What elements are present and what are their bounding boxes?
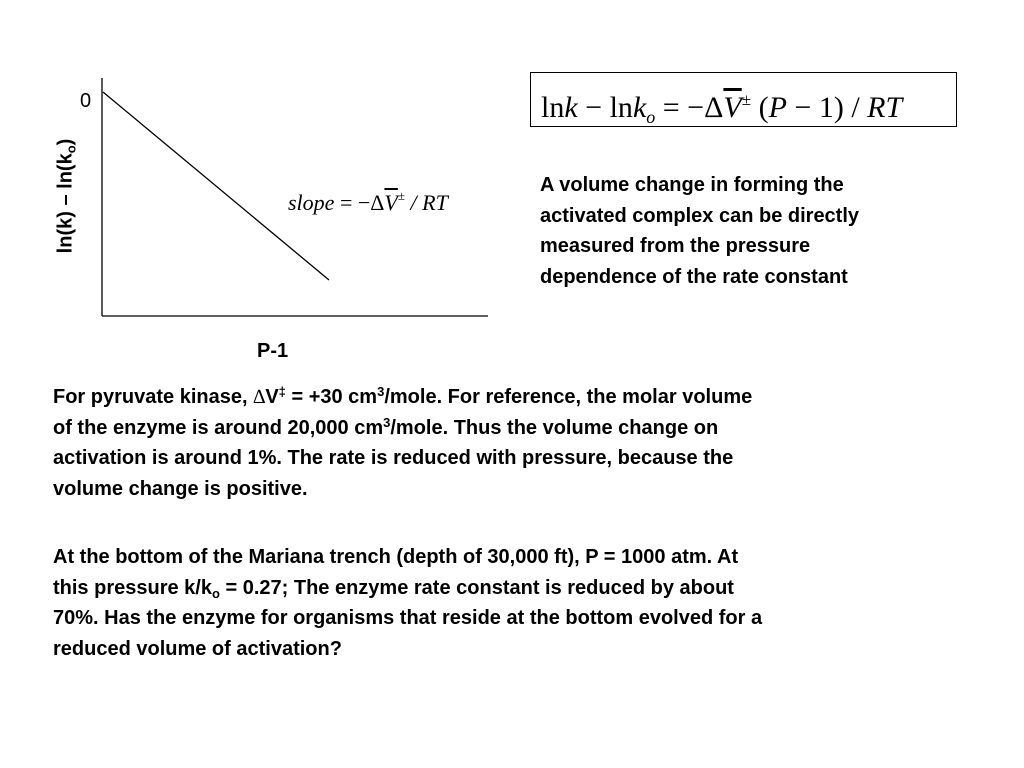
paragraph-pyruvate-kinase: For pyruvate kinase, ∆V‡ = +30 $cm^3$/mole. For reference, the molar volume of the enzyme is around 20,000 $cm^3$/mole. Thus the volume change on activation is around 1%. The rate is reduced with pressure, because the volume change is positive. xyxy=(53,384,753,500)
y-axis-label: $\ln(k) - \ln(k_o)$ xyxy=(54,138,79,254)
x-axis-label: P-1 xyxy=(257,340,289,362)
pressure-plot xyxy=(40,70,500,370)
explanation-text: A volume change in forming the activated complex can be directly measured from the pressure dependence of the rate constant xyxy=(540,174,860,288)
data-line xyxy=(103,92,329,280)
slope-label: slope = $-\Delta\overline{V}^\pm$ / RT xyxy=(288,188,448,215)
y-tick-zero: 0 xyxy=(80,90,92,112)
rate-equation: $\ln k - \ln k_o = -\Delta\overline{V}^\pm$ (P − 1) / RT xyxy=(541,90,903,127)
paragraph-mariana-trench: At the bottom of the Mariana trench (depth of 30,000 ft), P = 1000 atm. At this pressure $k/k_o = 0.27$; The enzyme rate constant is reduced by about 70%. Has the enzyme for organisms that reside at the bottom evolved for a reduced volume of activation? xyxy=(53,546,763,660)
equation-box xyxy=(530,72,957,127)
